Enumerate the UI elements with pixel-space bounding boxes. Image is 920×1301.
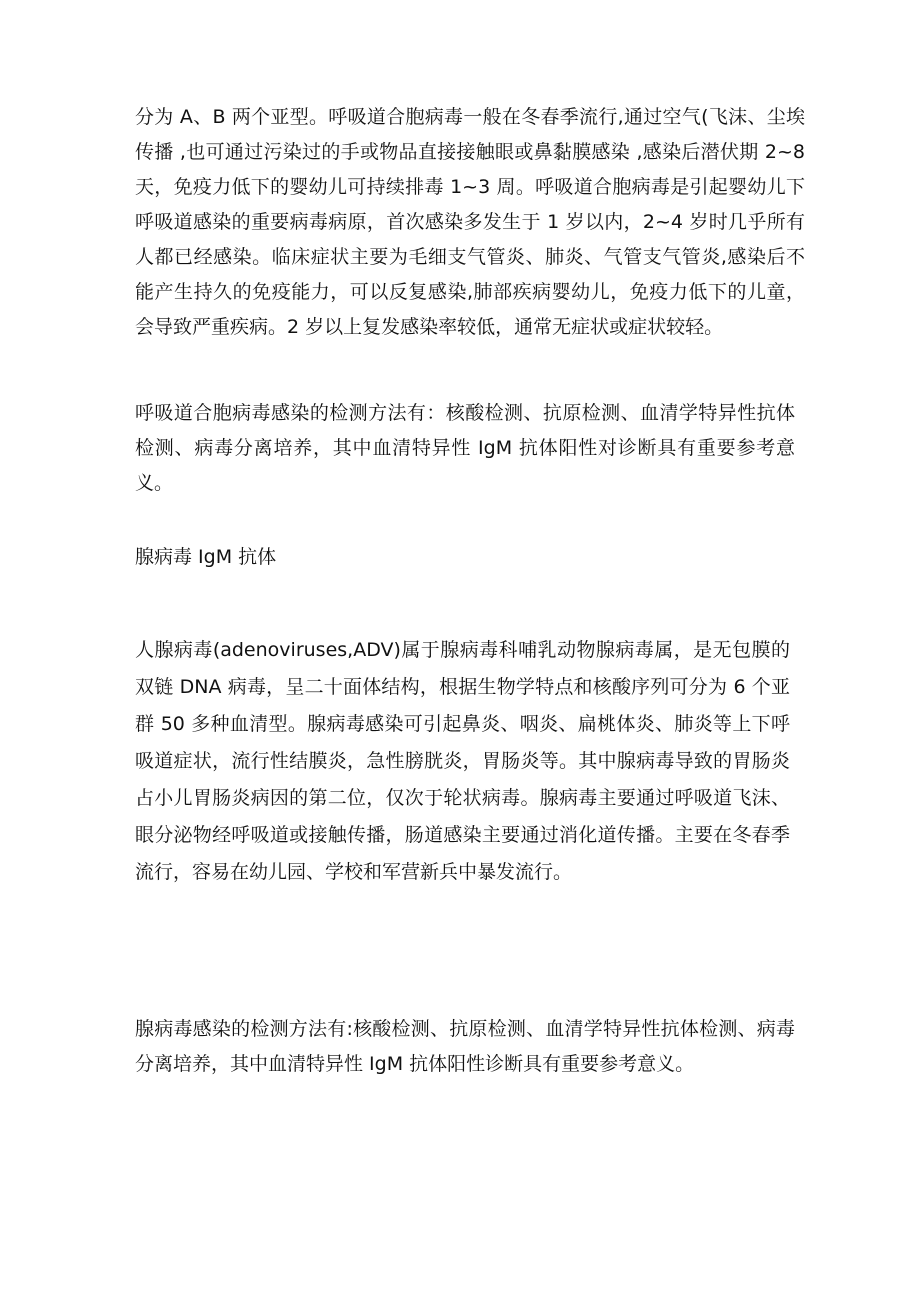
paragraph-rsv-overview: 分为 A、B 两个亚型。呼吸道合胞病毒一般在冬春季流行,通过空气(飞沫、尘埃传播 ,也可通过污染过的手或物品直接接触眼或鼻黏膜感染 ,感染后潜伏期 2~8 天，免疫力低下的婴幼儿可持续排毒 1~3 周。呼吸道合胞病毒是引起婴幼儿下呼吸道感染的重要病毒病原，首次感染多发生于 1 岁以内，2~4 岁时几乎所有人都已经感染。临床症状主要为毛细支气管炎、肺炎、气管支气管炎,感染后不能产生持久的免疫能力，可以反复感染,肺部疾病婴幼儿，免疫力低下的儿童，会导致严重疾病。2 岁以上复发感染率较低，通常无症状或症状较轻。: [135, 106, 805, 338]
paragraph-adenovirus-detection: 腺病毒感染的检测方法有:核酸检测、抗原检测、血清学特异性抗体检测、病毒分离培养，其中血清特异性 IgM 抗体阳性诊断具有重要参考意义。: [135, 1018, 795, 1075]
paragraph-adenovirus-overview: 人腺病毒(adenoviruses,ADV)属于腺病毒科哺乳动物腺病毒属，是无包膜的双链 DNA 病毒，呈二十面体结构，根据生物学特点和核酸序列可分为 6 个亚群 50 多种血清型。腺病毒感染可引起鼻炎、咽炎、扁桃体炎、肺炎等上下呼吸道症状，流行性结膜炎，急性膀胱炎，胃肠炎等。其中腺病毒导致的胃肠炎占小儿胃肠炎病因的第二位，仅次于轮状病毒。腺病毒主要通过呼吸道飞沫、眼分泌物经呼吸道或接触传播，肠道感染主要通过消化道传播。主要在冬春季流行，容易在幼儿园、学校和军营新兵中暴发流行。: [135, 639, 790, 883]
paragraph-rsv-detection: 呼吸道合胞病毒感染的检测方法有：核酸检测、抗原检测、血清学特异性抗体检测、病毒分离培养，其中血清特异性 IgM 抗体阳性对诊断具有重要参考意义。: [135, 402, 795, 494]
section-heading-adenovirus-igm: 腺病毒 IgM 抗体: [135, 546, 277, 568]
